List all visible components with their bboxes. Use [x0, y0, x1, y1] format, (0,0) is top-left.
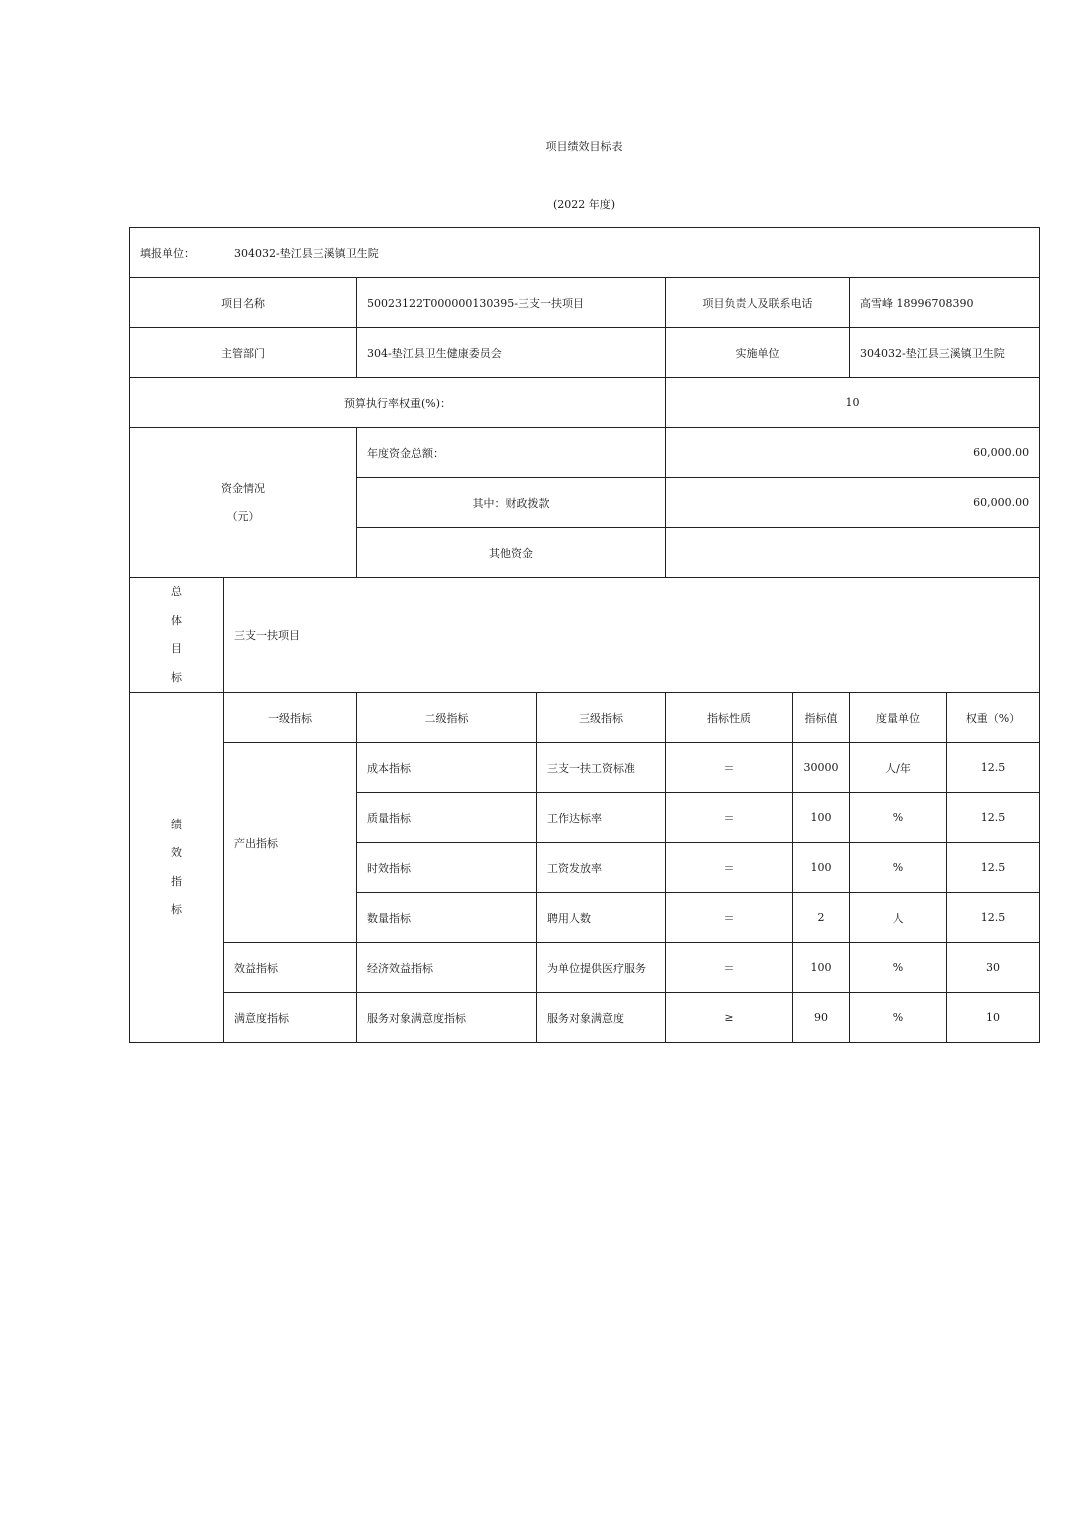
value-cell: 100: [793, 843, 850, 893]
overall-goal-label: [130, 578, 224, 693]
budget-weight-value: 10: [666, 378, 1040, 428]
satisfaction-indicator-label: 满意度指标: [224, 993, 357, 1043]
nature-cell: ＝: [666, 943, 793, 993]
fill-unit-row: [130, 228, 1040, 278]
weight-cell: 30: [947, 943, 1040, 993]
table-row: [130, 743, 1040, 793]
performance-indicator-label: [130, 693, 224, 1043]
header-level3: 三级指标: [537, 693, 666, 743]
weight-cell: 10: [947, 993, 1040, 1043]
nature-cell: ＝: [666, 793, 793, 843]
level3-cell: 聘用人数: [537, 893, 666, 943]
goal-char: 目: [171, 642, 182, 655]
value-cell: 100: [793, 793, 850, 843]
perf-char: 效: [171, 846, 182, 859]
nature-cell: ＝: [666, 893, 793, 943]
level2-cell: 服务对象满意度指标: [357, 993, 537, 1043]
project-manager-label: 项目负责人及联系电话: [666, 278, 850, 328]
level3-cell: 三支一扶工资标准: [537, 743, 666, 793]
unit-cell: 人/年: [850, 743, 947, 793]
header-value: 指标值: [793, 693, 850, 743]
nature-cell: ≥: [666, 993, 793, 1043]
unit-cell: %: [850, 843, 947, 893]
funds-fiscal-label: 其中：财政拨款: [357, 478, 666, 528]
header-nature: 指标性质: [666, 693, 793, 743]
goal-char: 总: [171, 585, 182, 598]
level2-cell: 经济效益指标: [357, 943, 537, 993]
weight-cell: 12.5: [947, 743, 1040, 793]
header-unit: 度量单位: [850, 693, 947, 743]
table-row: [130, 943, 1040, 993]
perf-char: 绩: [171, 817, 182, 831]
year-subtitle: (2022 年度): [552, 198, 616, 211]
department-label: 主管部门: [130, 328, 357, 378]
output-indicator-label: 产出指标: [224, 743, 357, 943]
level2-cell: 数量指标: [357, 893, 537, 943]
funds-label-cell: [130, 428, 357, 578]
page-title: 项目绩效目标表: [545, 140, 623, 153]
level2-cell: 时效指标: [357, 843, 537, 893]
department-row: [130, 328, 1040, 378]
header-weight: 权重（%）: [947, 693, 1040, 743]
level3-cell: 服务对象满意度: [537, 993, 666, 1043]
fill-unit-label: 填报单位：: [140, 246, 195, 260]
funds-other-value: [666, 528, 1040, 578]
header-level1: 一级指标: [224, 693, 357, 743]
department-value: 304-垫江县卫生健康委员会: [357, 328, 666, 378]
project-manager-value: 高雪峰 18996708390: [850, 278, 1040, 328]
funds-unit: （元）: [226, 509, 260, 523]
fill-unit-cell: [130, 228, 1040, 278]
implementing-unit-label: 实施单位: [666, 328, 850, 378]
level2-cell: 质量指标: [357, 793, 537, 843]
budget-weight-label: 预算执行率权重(%)：: [130, 378, 666, 428]
indicator-header-row: [130, 693, 1040, 743]
funds-total-value: 60,000.00: [666, 428, 1040, 478]
funds-label: 资金情况: [221, 481, 265, 495]
value-cell: 90: [793, 993, 850, 1043]
project-name-row: [130, 278, 1040, 328]
value-cell: 100: [793, 943, 850, 993]
value-cell: 30000: [793, 743, 850, 793]
unit-cell: %: [850, 943, 947, 993]
project-name-label: 项目名称: [130, 278, 357, 328]
overall-goal-text: 三支一扶项目: [224, 578, 1040, 693]
benefit-indicator-label: 效益指标: [224, 943, 357, 993]
nature-cell: ＝: [666, 843, 793, 893]
performance-target-table: [129, 227, 1040, 1043]
unit-cell: %: [850, 993, 947, 1043]
level3-cell: 工作达标率: [537, 793, 666, 843]
funds-other-label: 其他资金: [357, 528, 666, 578]
weight-cell: 12.5: [947, 793, 1040, 843]
goal-char: 标: [171, 670, 182, 684]
overall-goal-row: [130, 578, 1040, 693]
level3-cell: 为单位提供医疗服务: [537, 943, 666, 993]
table-row: [130, 993, 1040, 1043]
goal-char: 体: [171, 613, 182, 627]
weight-cell: 12.5: [947, 893, 1040, 943]
level2-cell: 成本指标: [357, 743, 537, 793]
value-cell: 2: [793, 893, 850, 943]
header-level2: 二级指标: [357, 693, 537, 743]
unit-cell: %: [850, 793, 947, 843]
perf-char: 指: [171, 874, 182, 888]
nature-cell: ＝: [666, 743, 793, 793]
perf-char: 标: [171, 903, 182, 916]
funds-total-row: [130, 428, 1040, 478]
funds-fiscal-value: 60,000.00: [666, 478, 1040, 528]
budget-weight-row: [130, 378, 1040, 428]
level3-cell: 工资发放率: [537, 843, 666, 893]
project-name-value: 50023122T000000130395-三支一扶项目: [357, 278, 666, 328]
funds-total-label: 年度资金总额：: [357, 428, 666, 478]
weight-cell: 12.5: [947, 843, 1040, 893]
implementing-unit-value: 304032-垫江县三溪镇卫生院: [850, 328, 1040, 378]
unit-cell: 人: [850, 893, 947, 943]
fill-unit-value: 304032-垫江县三溪镇卫生院: [234, 246, 379, 260]
